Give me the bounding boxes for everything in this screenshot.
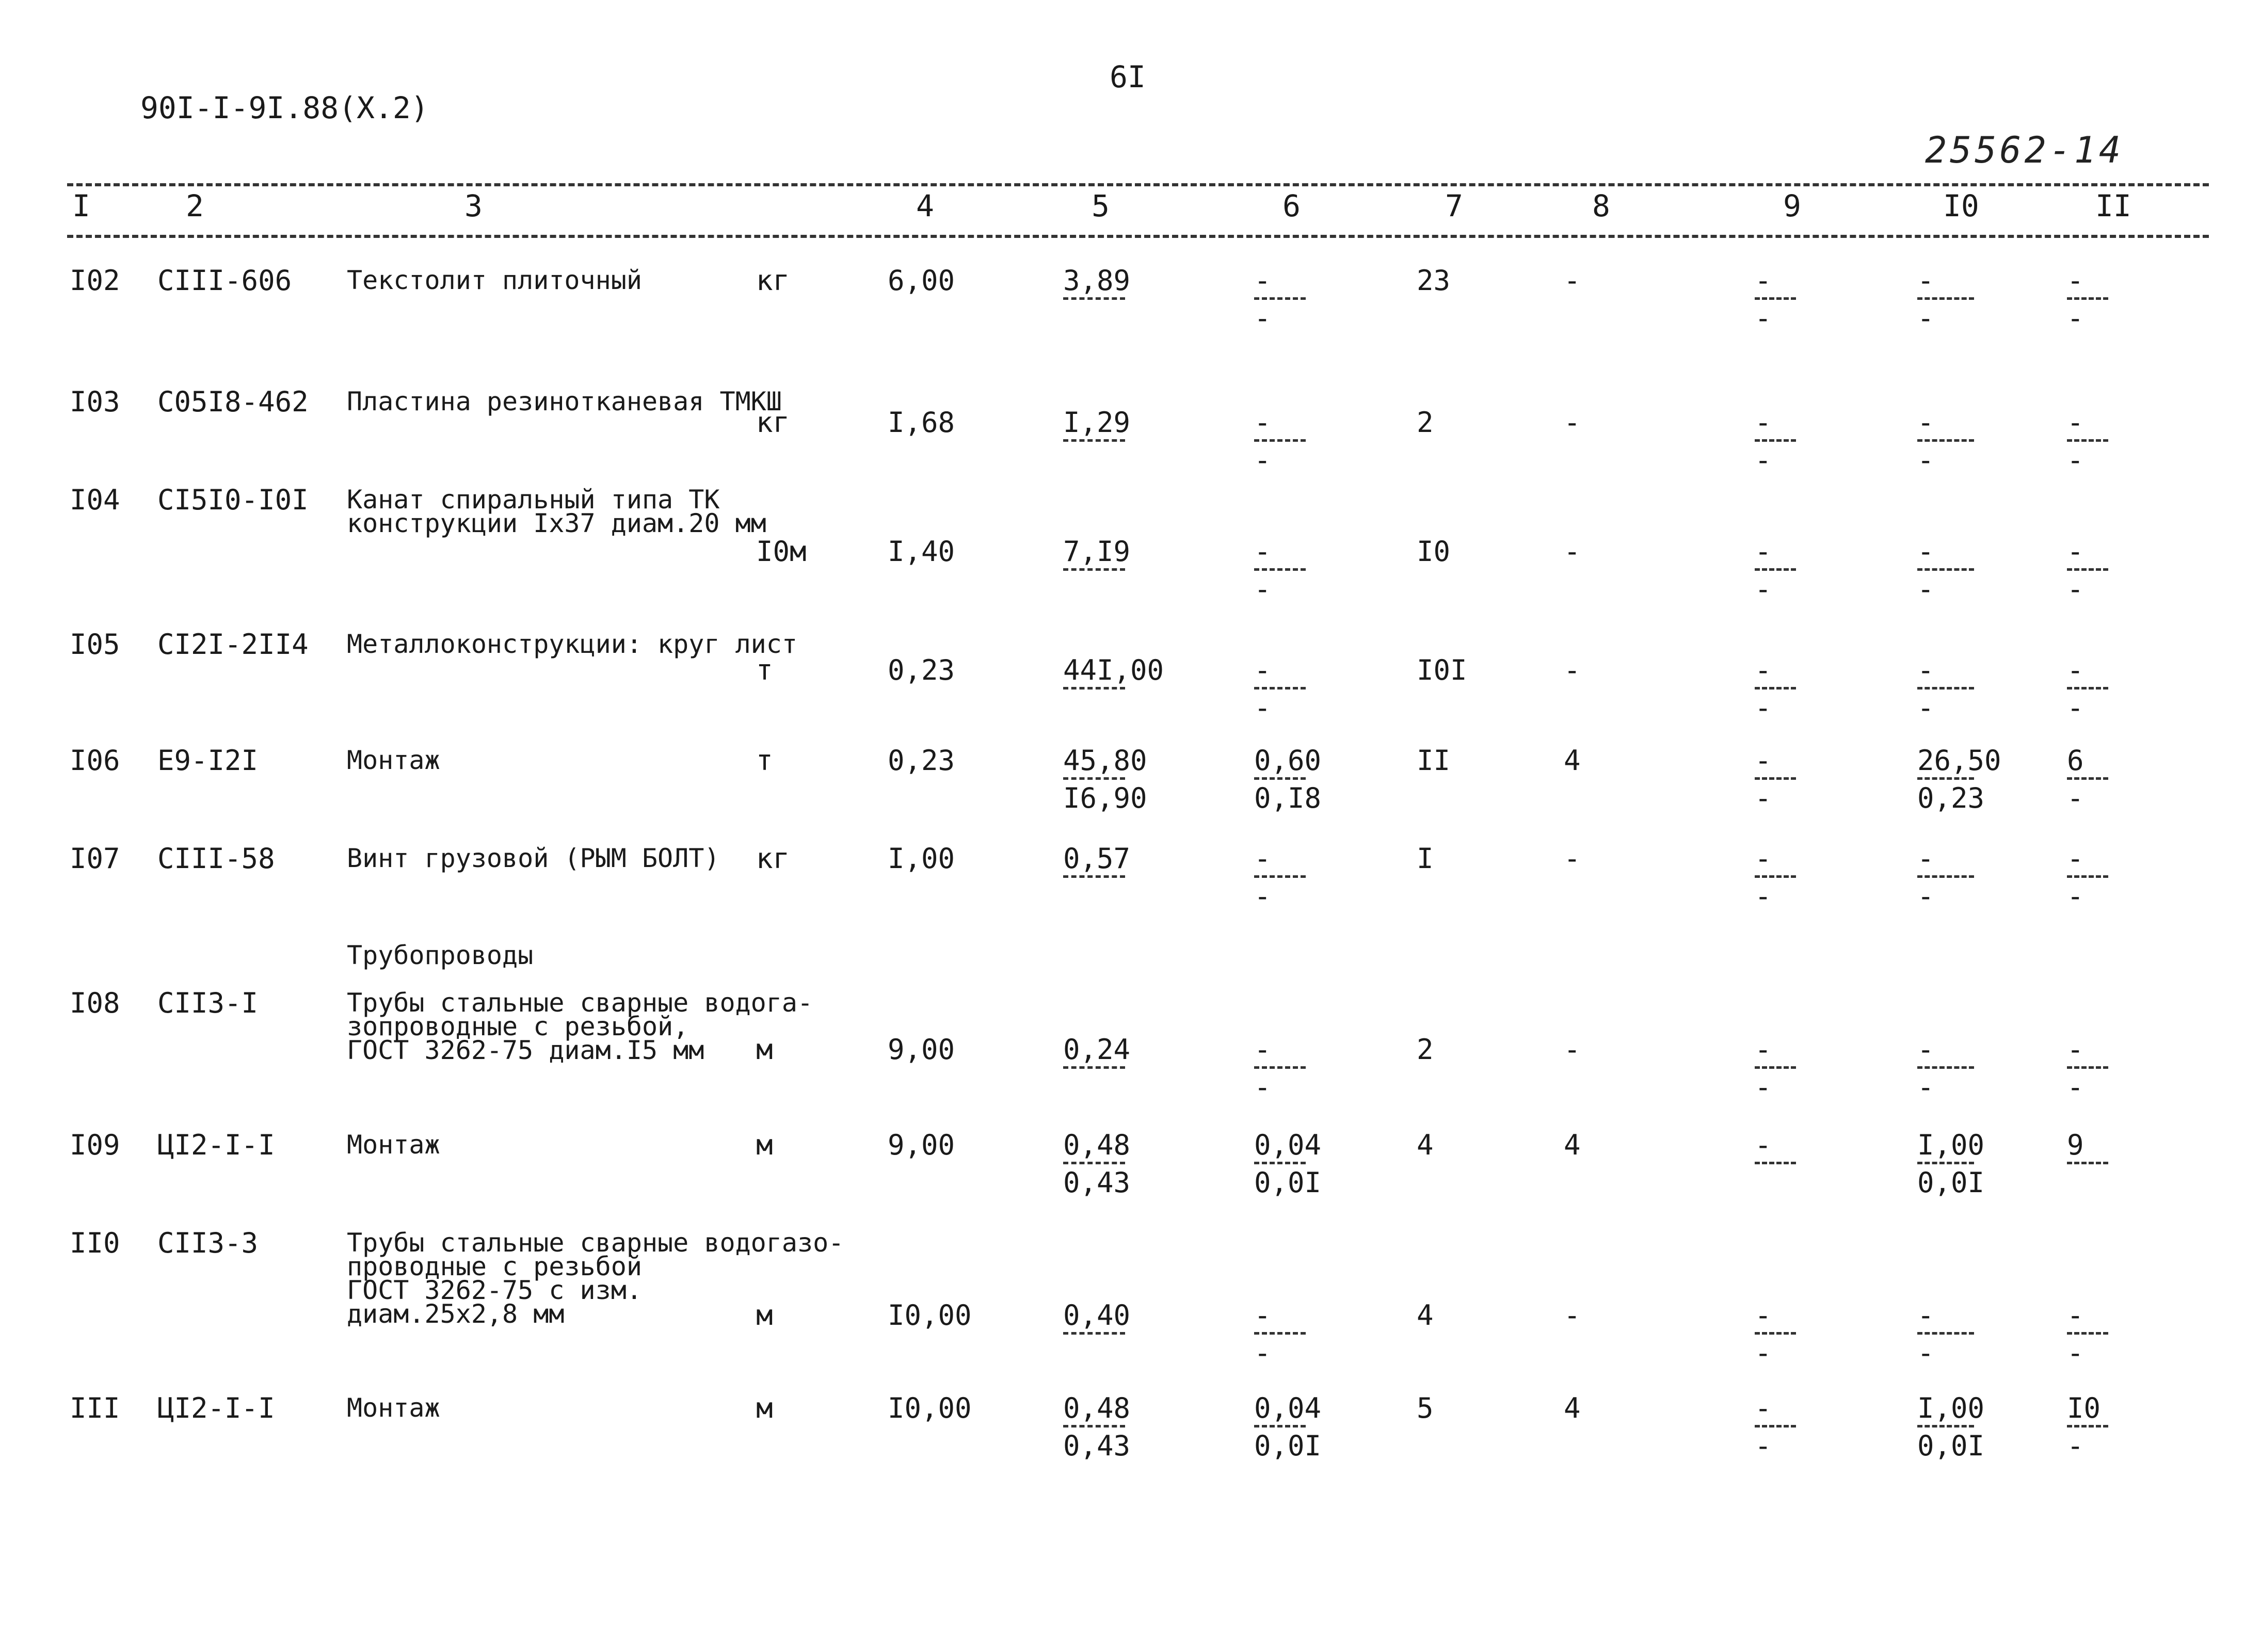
col11-value-denominator: - <box>2067 880 2084 912</box>
col11-value-numerator: - <box>2067 535 2084 568</box>
page-number: 6I <box>1110 59 1146 94</box>
col5-value-divider <box>1063 1162 1125 1164</box>
col11-value-denominator: - <box>2067 573 2084 605</box>
col7-value: II <box>1417 744 1451 777</box>
col9-value-divider <box>1755 687 1796 689</box>
col9-value-denominator: - <box>1755 1337 1772 1369</box>
row-quantity: 0,23 <box>888 654 955 686</box>
col5-value-denominator <box>1063 306 1130 331</box>
col6-value-denominator: - <box>1254 1337 1271 1369</box>
column-header-4: 4 <box>916 188 934 223</box>
col11-value-denominator: - <box>2067 302 2084 334</box>
col9-value-numerator: - <box>1755 1299 1772 1332</box>
col6-value-numerator: - <box>1254 1299 1271 1332</box>
row-unit: т <box>756 744 773 777</box>
col9-value-numerator: - <box>1755 654 1772 686</box>
col11-value-divider <box>2067 1332 2108 1335</box>
col11-value-divider <box>2067 568 2108 571</box>
row-code: ЦI2-I-I <box>157 1392 275 1424</box>
col9-value <box>1755 406 1796 476</box>
header-bottom-rule <box>67 235 2209 238</box>
col6-value-denominator: - <box>1254 444 1271 476</box>
col9-value-numerator: - <box>1755 744 1772 777</box>
col6-value-denominator: - <box>1254 302 1271 334</box>
col5-value <box>1063 264 1131 331</box>
col11-value <box>2067 406 2108 476</box>
col10-value-numerator: I,00 <box>1917 1129 1985 1161</box>
col7-value: 2 <box>1417 1033 1434 1066</box>
row-name: Монтаж <box>347 745 440 775</box>
row-number: III <box>70 1392 120 1424</box>
row-name: Канат спиральный типа ТК конструкции Iх37 диам.20 мм <box>347 485 766 538</box>
col11-value <box>2067 535 2108 605</box>
col8-value: 4 <box>1564 1129 1581 1161</box>
col10-value-divider <box>1917 1162 1974 1164</box>
col9-value-numerator: - <box>1755 842 1772 875</box>
col10-value-divider <box>1917 875 1974 878</box>
col9-value-denominator: - <box>1755 573 1772 605</box>
col11-value-denominator: - <box>2067 782 2084 814</box>
col10-value <box>1917 1299 1974 1369</box>
col11-value-numerator: - <box>2067 654 2084 686</box>
col5-value <box>1063 1299 1131 1366</box>
row-unit: I0м <box>756 535 807 568</box>
col10-value-numerator: - <box>1917 842 1934 875</box>
row-number: I04 <box>70 484 120 516</box>
row-name: Трубы стальные сварные водога- зопроводные с резьбой, ГОСТ 3262-75 диам.I5 мм <box>347 988 813 1065</box>
col5-value <box>1063 744 1147 814</box>
col6-value <box>1254 1033 1306 1103</box>
col5-value-divider <box>1063 875 1125 878</box>
row-name: Монтаж <box>347 1393 440 1423</box>
col5-value-divider <box>1063 687 1125 689</box>
col10-value-denominator: - <box>1917 302 1934 334</box>
col5-value-numerator: 44I,00 <box>1063 654 1164 686</box>
col11-value <box>2067 842 2108 912</box>
row-unit: м <box>756 1033 773 1066</box>
col9-value <box>1755 1392 1796 1462</box>
col10-value-denominator: - <box>1917 692 1934 724</box>
col11-value-numerator: 9 <box>2067 1129 2084 1161</box>
col7-value: I <box>1417 842 1434 875</box>
col10-value <box>1917 1033 1974 1103</box>
col10-value-numerator: - <box>1917 1299 1934 1332</box>
col10-value <box>1917 744 2001 814</box>
column-header-6: 6 <box>1282 188 1301 223</box>
col11-value-denominator <box>2067 1170 2108 1195</box>
col9-value-divider <box>1755 439 1796 442</box>
col5-value-denominator <box>1063 884 1130 909</box>
col9-value-divider <box>1755 1425 1796 1428</box>
col6-value <box>1254 406 1306 476</box>
col11-value <box>2067 1299 2108 1369</box>
col6-value-numerator: - <box>1254 264 1271 297</box>
col9-value-divider <box>1755 777 1796 780</box>
col9-value-divider <box>1755 875 1796 878</box>
col9-value-numerator: - <box>1755 1129 1772 1161</box>
col6-value-numerator: 0,04 <box>1254 1129 1322 1161</box>
col7-value: 23 <box>1417 264 1451 297</box>
col10-value-denominator: - <box>1917 1071 1934 1103</box>
col6-value-divider <box>1254 568 1306 571</box>
col5-value <box>1063 1392 1131 1462</box>
col5-value-numerator: 0,40 <box>1063 1299 1131 1332</box>
col8-value: - <box>1564 264 1581 297</box>
row-quantity: 9,00 <box>888 1033 955 1066</box>
col10-value-denominator: - <box>1917 573 1934 605</box>
col11-value <box>2067 744 2108 814</box>
col10-value-divider <box>1917 777 1974 780</box>
col5-value-numerator: 3,89 <box>1063 264 1131 297</box>
col11-value-divider <box>2067 1425 2108 1428</box>
col10-value <box>1917 406 1974 476</box>
row-code: CIII-606 <box>157 264 292 297</box>
handwritten-number: 25562-14 <box>1925 129 2124 171</box>
row-name: Металлоконструкции: круг лист <box>347 629 797 659</box>
col5-value <box>1063 1033 1131 1100</box>
col9-value-numerator: - <box>1755 406 1772 439</box>
col6-value-denominator: 0,0I <box>1254 1430 1322 1462</box>
col10-value-divider <box>1917 1332 1974 1335</box>
col6-value-denominator: - <box>1254 880 1271 912</box>
col6-value <box>1254 842 1306 912</box>
section-title: Трубопроводы <box>347 940 534 970</box>
col10-value <box>1917 1392 1985 1462</box>
col9-value-divider <box>1755 568 1796 571</box>
col6-value-divider <box>1254 1162 1306 1164</box>
document-code: 90I-I-9I.88(X.2) <box>140 90 429 125</box>
col11-value-numerator: 6 <box>2067 744 2084 777</box>
row-name: Винт грузовой (РЫМ БОЛТ) <box>347 843 720 873</box>
col11-value-numerator: - <box>2067 842 2084 875</box>
col11-value <box>2067 264 2108 334</box>
col8-value: - <box>1564 654 1581 686</box>
row-code: CIII-58 <box>157 842 275 875</box>
col9-value-numerator: - <box>1755 1033 1772 1066</box>
col9-value <box>1755 744 1796 814</box>
col5-value-denominator <box>1063 1075 1130 1100</box>
col7-value: 2 <box>1417 406 1434 439</box>
col11-value-divider <box>2067 777 2108 780</box>
col5-value-numerator: 0,48 <box>1063 1129 1131 1161</box>
row-code: CI5I0-I0I <box>157 484 309 516</box>
row-code: CII3-I <box>157 987 259 1019</box>
row-number: I07 <box>70 842 120 875</box>
col5-value-numerator: 7,I9 <box>1063 535 1131 568</box>
col6-value-divider <box>1254 297 1306 300</box>
col5-value-numerator: I,29 <box>1063 406 1131 439</box>
row-number: II0 <box>70 1227 120 1259</box>
row-unit: м <box>756 1392 773 1424</box>
col10-value-numerator: - <box>1917 535 1934 568</box>
column-header-2: 2 <box>186 188 204 223</box>
col5-value-denominator <box>1063 1341 1130 1366</box>
col9-value-divider <box>1755 297 1796 300</box>
col8-value: 4 <box>1564 744 1581 777</box>
col6-value-numerator: - <box>1254 535 1271 568</box>
column-header-9: 9 <box>1783 188 1801 223</box>
header-top-rule <box>67 183 2209 186</box>
col11-value <box>2067 1392 2108 1462</box>
col6-value-divider <box>1254 439 1306 442</box>
col9-value-denominator: - <box>1755 782 1772 814</box>
col5-value-divider <box>1063 777 1125 780</box>
col6-value-denominator: - <box>1254 573 1271 605</box>
col5-value-divider <box>1063 568 1125 571</box>
col6-value-divider <box>1254 1425 1306 1428</box>
col9-value <box>1755 654 1796 724</box>
col10-value-numerator: - <box>1917 264 1934 297</box>
col5-value <box>1063 842 1131 909</box>
col9-value-divider <box>1755 1162 1796 1164</box>
row-name: Пластина резинотканевая ТМКШ <box>347 387 782 416</box>
column-header-3: 3 <box>464 188 483 223</box>
col5-value-numerator: 0,57 <box>1063 842 1131 875</box>
col5-value-numerator: 0,48 <box>1063 1392 1131 1424</box>
row-quantity: I0,00 <box>888 1299 972 1332</box>
col9-value <box>1755 1033 1796 1103</box>
col10-value <box>1917 842 1974 912</box>
col9-value-numerator: - <box>1755 535 1772 568</box>
col6-value <box>1254 535 1306 605</box>
col6-value-numerator: - <box>1254 406 1271 439</box>
col11-value-divider <box>2067 297 2108 300</box>
col9-value-divider <box>1755 1332 1796 1335</box>
col8-value: - <box>1564 535 1581 568</box>
col9-value <box>1755 535 1796 605</box>
row-number: I05 <box>70 628 120 661</box>
col10-value <box>1917 654 1974 724</box>
col5-value-denominator: 0,43 <box>1063 1166 1131 1199</box>
row-unit: кг <box>756 264 790 297</box>
col10-value-denominator: - <box>1917 880 1934 912</box>
col5-value-divider <box>1063 439 1125 442</box>
row-code: C05I8-462 <box>157 386 309 418</box>
col5-value <box>1063 654 1164 720</box>
col10-value-numerator: - <box>1917 406 1934 439</box>
row-number: I06 <box>70 744 120 777</box>
col6-value-numerator: 0,04 <box>1254 1392 1322 1424</box>
column-header-8: 8 <box>1592 188 1610 223</box>
col10-value-divider <box>1917 568 1974 571</box>
col10-value-numerator: I,00 <box>1917 1392 1985 1424</box>
col9-value-denominator: - <box>1755 444 1772 476</box>
row-name: Монтаж <box>347 1130 440 1160</box>
col11-value-denominator: - <box>2067 692 2084 724</box>
col9-value-denominator: - <box>1755 1071 1772 1103</box>
col11-value-divider <box>2067 687 2108 689</box>
col5-value-denominator <box>1063 696 1164 720</box>
col5-value-divider <box>1063 297 1125 300</box>
col10-value <box>1917 1129 1985 1199</box>
col10-value-denominator: 0,23 <box>1917 782 1985 814</box>
col7-value: I0I <box>1417 654 1467 686</box>
col9-value <box>1755 1299 1796 1369</box>
col6-value-numerator: - <box>1254 842 1271 875</box>
col9-value-denominator: - <box>1755 302 1772 334</box>
column-header-7: 7 <box>1445 188 1463 223</box>
col6-value <box>1254 1299 1306 1369</box>
col5-value-denominator <box>1063 448 1130 473</box>
col9-value-denominator <box>1755 1170 1796 1195</box>
col9-value-numerator: - <box>1755 1392 1772 1424</box>
col11-value-divider <box>2067 439 2108 442</box>
col10-value-divider <box>1917 1425 1974 1428</box>
col5-value-denominator <box>1063 577 1130 602</box>
col11-value-divider <box>2067 1066 2108 1069</box>
col10-value-denominator: 0,0I <box>1917 1166 1985 1199</box>
column-header-5: 5 <box>1092 188 1110 223</box>
col6-value-divider <box>1254 875 1306 878</box>
row-quantity: I,68 <box>888 406 955 439</box>
col5-value-numerator: 0,24 <box>1063 1033 1131 1066</box>
col10-value-divider <box>1917 687 1974 689</box>
col6-value-denominator: 0,0I <box>1254 1166 1322 1199</box>
col6-value-divider <box>1254 1332 1306 1335</box>
col11-value <box>2067 1033 2108 1103</box>
col10-value-denominator: - <box>1917 1337 1934 1369</box>
row-unit: м <box>756 1299 773 1332</box>
col6-value-divider <box>1254 777 1306 780</box>
col10-value-divider <box>1917 1066 1974 1069</box>
col6-value <box>1254 654 1306 724</box>
col10-value-numerator: - <box>1917 1033 1934 1066</box>
col8-value: - <box>1564 842 1581 875</box>
col6-value-denominator: - <box>1254 1071 1271 1103</box>
col7-value: 4 <box>1417 1129 1434 1161</box>
col9-value <box>1755 264 1796 334</box>
row-unit: кг <box>756 842 790 875</box>
col6-value-denominator: 0,I8 <box>1254 782 1322 814</box>
col11-value-numerator: - <box>2067 1299 2084 1332</box>
column-header-1: I <box>72 188 90 223</box>
col6-value <box>1254 264 1306 334</box>
row-quantity: I,00 <box>888 842 955 875</box>
col6-value-divider <box>1254 1066 1306 1069</box>
col5-value-divider <box>1063 1332 1125 1335</box>
col11-value-divider <box>2067 1162 2108 1164</box>
col9-value-denominator: - <box>1755 1430 1772 1462</box>
col6-value-numerator: 0,60 <box>1254 744 1322 777</box>
col8-value: - <box>1564 1299 1581 1332</box>
col11-value <box>2067 654 2108 724</box>
row-quantity: I,40 <box>888 535 955 568</box>
row-number: I08 <box>70 987 120 1019</box>
col11-value-numerator: - <box>2067 1033 2084 1066</box>
col5-value <box>1063 1129 1131 1199</box>
col11-value-divider <box>2067 875 2108 878</box>
col5-value-divider <box>1063 1425 1125 1428</box>
col5-value-denominator: I6,90 <box>1063 782 1147 814</box>
col6-value <box>1254 1392 1322 1462</box>
col8-value: - <box>1564 1033 1581 1066</box>
row-number: I02 <box>70 264 120 297</box>
col9-value <box>1755 842 1796 912</box>
col9-value-numerator: - <box>1755 264 1772 297</box>
col7-value: I0 <box>1417 535 1451 568</box>
col7-value: 4 <box>1417 1299 1434 1332</box>
row-code: E9-I2I <box>157 744 259 777</box>
col11-value <box>2067 1129 2108 1195</box>
col11-value-denominator: - <box>2067 1071 2084 1103</box>
column-header-10: I0 <box>1943 188 1979 223</box>
col5-value-divider <box>1063 1066 1125 1069</box>
col11-value-numerator: - <box>2067 264 2084 297</box>
col5-value-denominator: 0,43 <box>1063 1430 1131 1462</box>
col9-value <box>1755 1129 1796 1195</box>
row-unit: т <box>756 654 773 686</box>
row-number: I03 <box>70 386 120 418</box>
col6-value <box>1254 1129 1322 1199</box>
col10-value-numerator: - <box>1917 654 1934 686</box>
col6-value-denominator: - <box>1254 692 1271 724</box>
col8-value: - <box>1564 406 1581 439</box>
row-quantity: 9,00 <box>888 1129 955 1161</box>
col6-value-numerator: - <box>1254 1033 1271 1066</box>
row-name: Трубы стальные сварные водогазо- проводные с резьбой ГОСТ 3262-75 с изм. диам.25х2,8 мм <box>347 1228 844 1329</box>
col9-value-denominator: - <box>1755 692 1772 724</box>
col11-value-numerator: I0 <box>2067 1392 2101 1424</box>
col5-value <box>1063 535 1131 602</box>
row-code: CII3-3 <box>157 1227 259 1259</box>
col10-value-numerator: 26,50 <box>1917 744 2001 777</box>
row-number: I09 <box>70 1129 120 1161</box>
col5-value-numerator: 45,80 <box>1063 744 1147 777</box>
col10-value-divider <box>1917 439 1974 442</box>
row-code: CI2I-2II4 <box>157 628 309 661</box>
row-quantity: 6,00 <box>888 264 955 297</box>
col11-value-denominator: - <box>2067 1337 2084 1369</box>
column-header-11: II <box>2095 188 2131 223</box>
row-quantity: I0,00 <box>888 1392 972 1424</box>
col6-value <box>1254 744 1322 814</box>
row-name: Текстолит плиточный <box>347 265 642 295</box>
col6-value-divider <box>1254 687 1306 689</box>
col10-value <box>1917 535 1974 605</box>
col8-value: 4 <box>1564 1392 1581 1424</box>
col5-value <box>1063 406 1131 473</box>
col10-value <box>1917 264 1974 334</box>
row-quantity: 0,23 <box>888 744 955 777</box>
row-unit: м <box>756 1129 773 1161</box>
col10-value-denominator: - <box>1917 444 1934 476</box>
row-code: ЦI2-I-I <box>157 1129 275 1161</box>
row-unit: кг <box>756 406 790 439</box>
col11-value-denominator: - <box>2067 444 2084 476</box>
col7-value: 5 <box>1417 1392 1434 1424</box>
col9-value-divider <box>1755 1066 1796 1069</box>
col11-value-denominator: - <box>2067 1430 2084 1462</box>
col10-value-denominator: 0,0I <box>1917 1430 1985 1462</box>
col9-value-denominator: - <box>1755 880 1772 912</box>
col11-value-numerator: - <box>2067 406 2084 439</box>
col6-value-numerator: - <box>1254 654 1271 686</box>
col10-value-divider <box>1917 297 1974 300</box>
